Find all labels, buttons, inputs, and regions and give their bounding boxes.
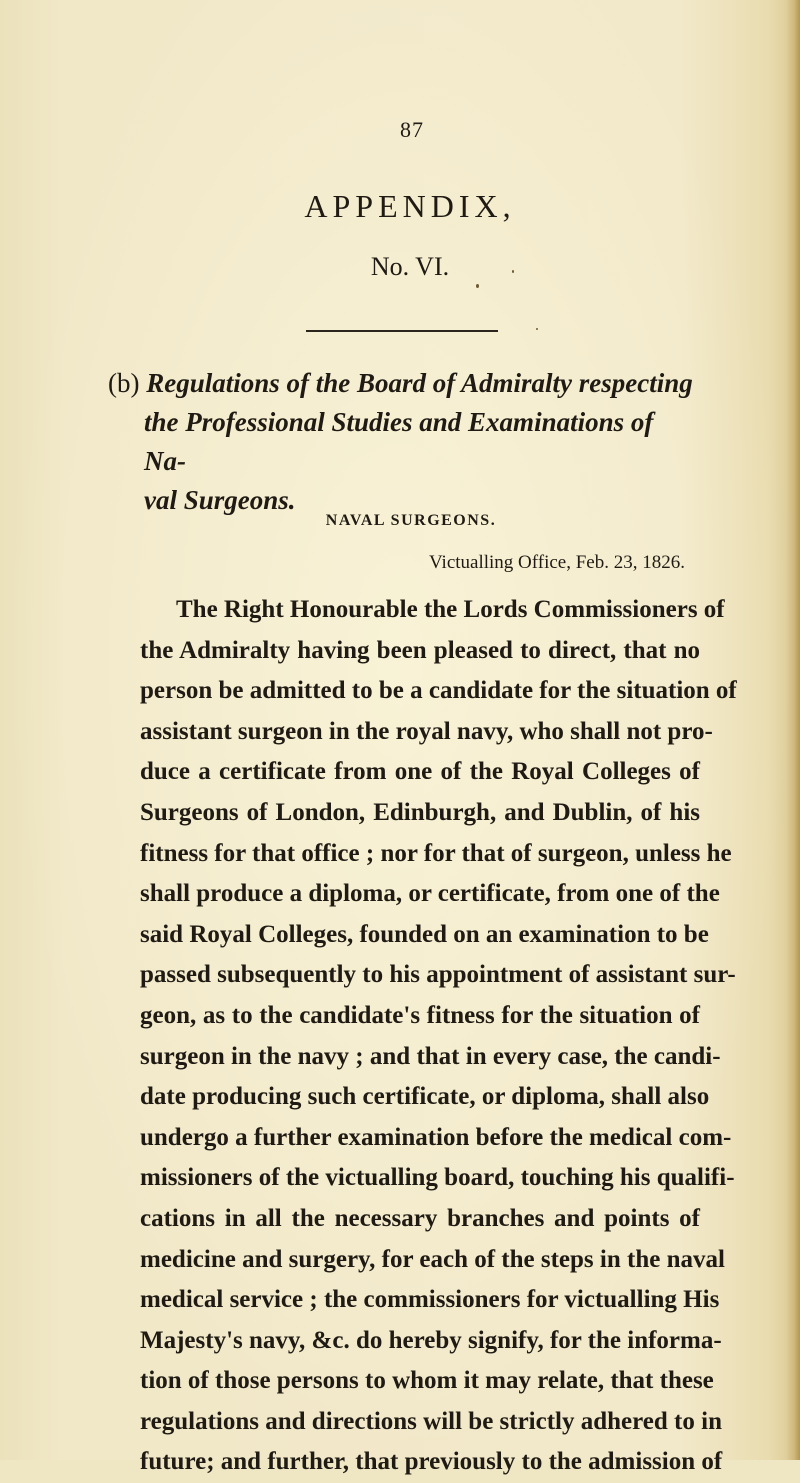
paper-speck <box>512 270 514 273</box>
text-line: shall produce a diploma, or certificate, from one of the <box>140 880 720 908</box>
heading-label: (b) <box>108 368 140 398</box>
text-line: Surgeons of London, Edinburgh, and Dublin, of his <box>140 798 700 826</box>
text-line: undergo a further examination before the medical com- <box>140 1123 732 1151</box>
text-line: the Admiralty having been pleased to direct, that no <box>140 636 700 664</box>
text-line: regulations and directions will be strictly adhered to in <box>140 1407 722 1435</box>
regulations-heading <box>108 364 698 520</box>
paper-speck <box>536 328 538 330</box>
text-line: said Royal Colleges, founded on an examination to be <box>140 920 709 948</box>
text-line: The Right Honourable the Lords Commissioners of <box>176 596 725 623</box>
text-line: assistant surgeon in the royal navy, who shall not pro- <box>140 717 713 745</box>
heading-line-3: val Surgeons. <box>144 485 296 515</box>
text-line: future; and further, that previously to the admission of <box>140 1448 723 1476</box>
text-line: tion of those persons to whom it may relate, that these <box>140 1367 714 1395</box>
section-divider <box>306 330 498 332</box>
paper-speck <box>476 284 479 288</box>
appendix-title: APPENDIX, <box>304 188 516 224</box>
text-line: surgeon in the navy ; and that in every case, the candi- <box>140 1042 721 1070</box>
text-line: missioners of the victualling board, touching his qualifi- <box>140 1164 735 1192</box>
appendix-number: No. VI. <box>370 252 450 281</box>
heading-line-1: Regulations of the Board of Admiralty respecting <box>146 368 693 398</box>
heading-line-2: the Professional Studies and Examinations of Na- <box>144 407 654 476</box>
text-line: date producing such certificate, or diploma, shall also <box>140 1083 710 1111</box>
text-line: cations in all the necessary branches and points of <box>140 1204 700 1232</box>
text-line: Majesty's navy, &c. do hereby signify, for the informa- <box>140 1326 722 1354</box>
section-title: NAVAL SURGEONS. <box>325 512 497 529</box>
text-line: geon, as to the candidate's fitness for the situation of <box>140 1001 700 1029</box>
text-line: duce a certificate from one of the Royal Colleges of <box>140 758 700 786</box>
text-line: passed subsequently to his appointment of assistant sur- <box>140 961 736 989</box>
text-line: medical service ; the commissioners for victualling His <box>140 1286 720 1314</box>
body-paragraph <box>140 590 737 1483</box>
text-line: fitness for that office ; nor for that of surgeon, unless he <box>140 839 732 867</box>
text-line: person be admitted to be a candidate for the situation of <box>140 677 737 705</box>
page-number: 87 <box>400 117 424 142</box>
dateline: Victualling Office, Feb. 23, 1826. <box>428 552 685 573</box>
text-line: medicine and surgery, for each of the steps in the naval <box>140 1245 725 1273</box>
